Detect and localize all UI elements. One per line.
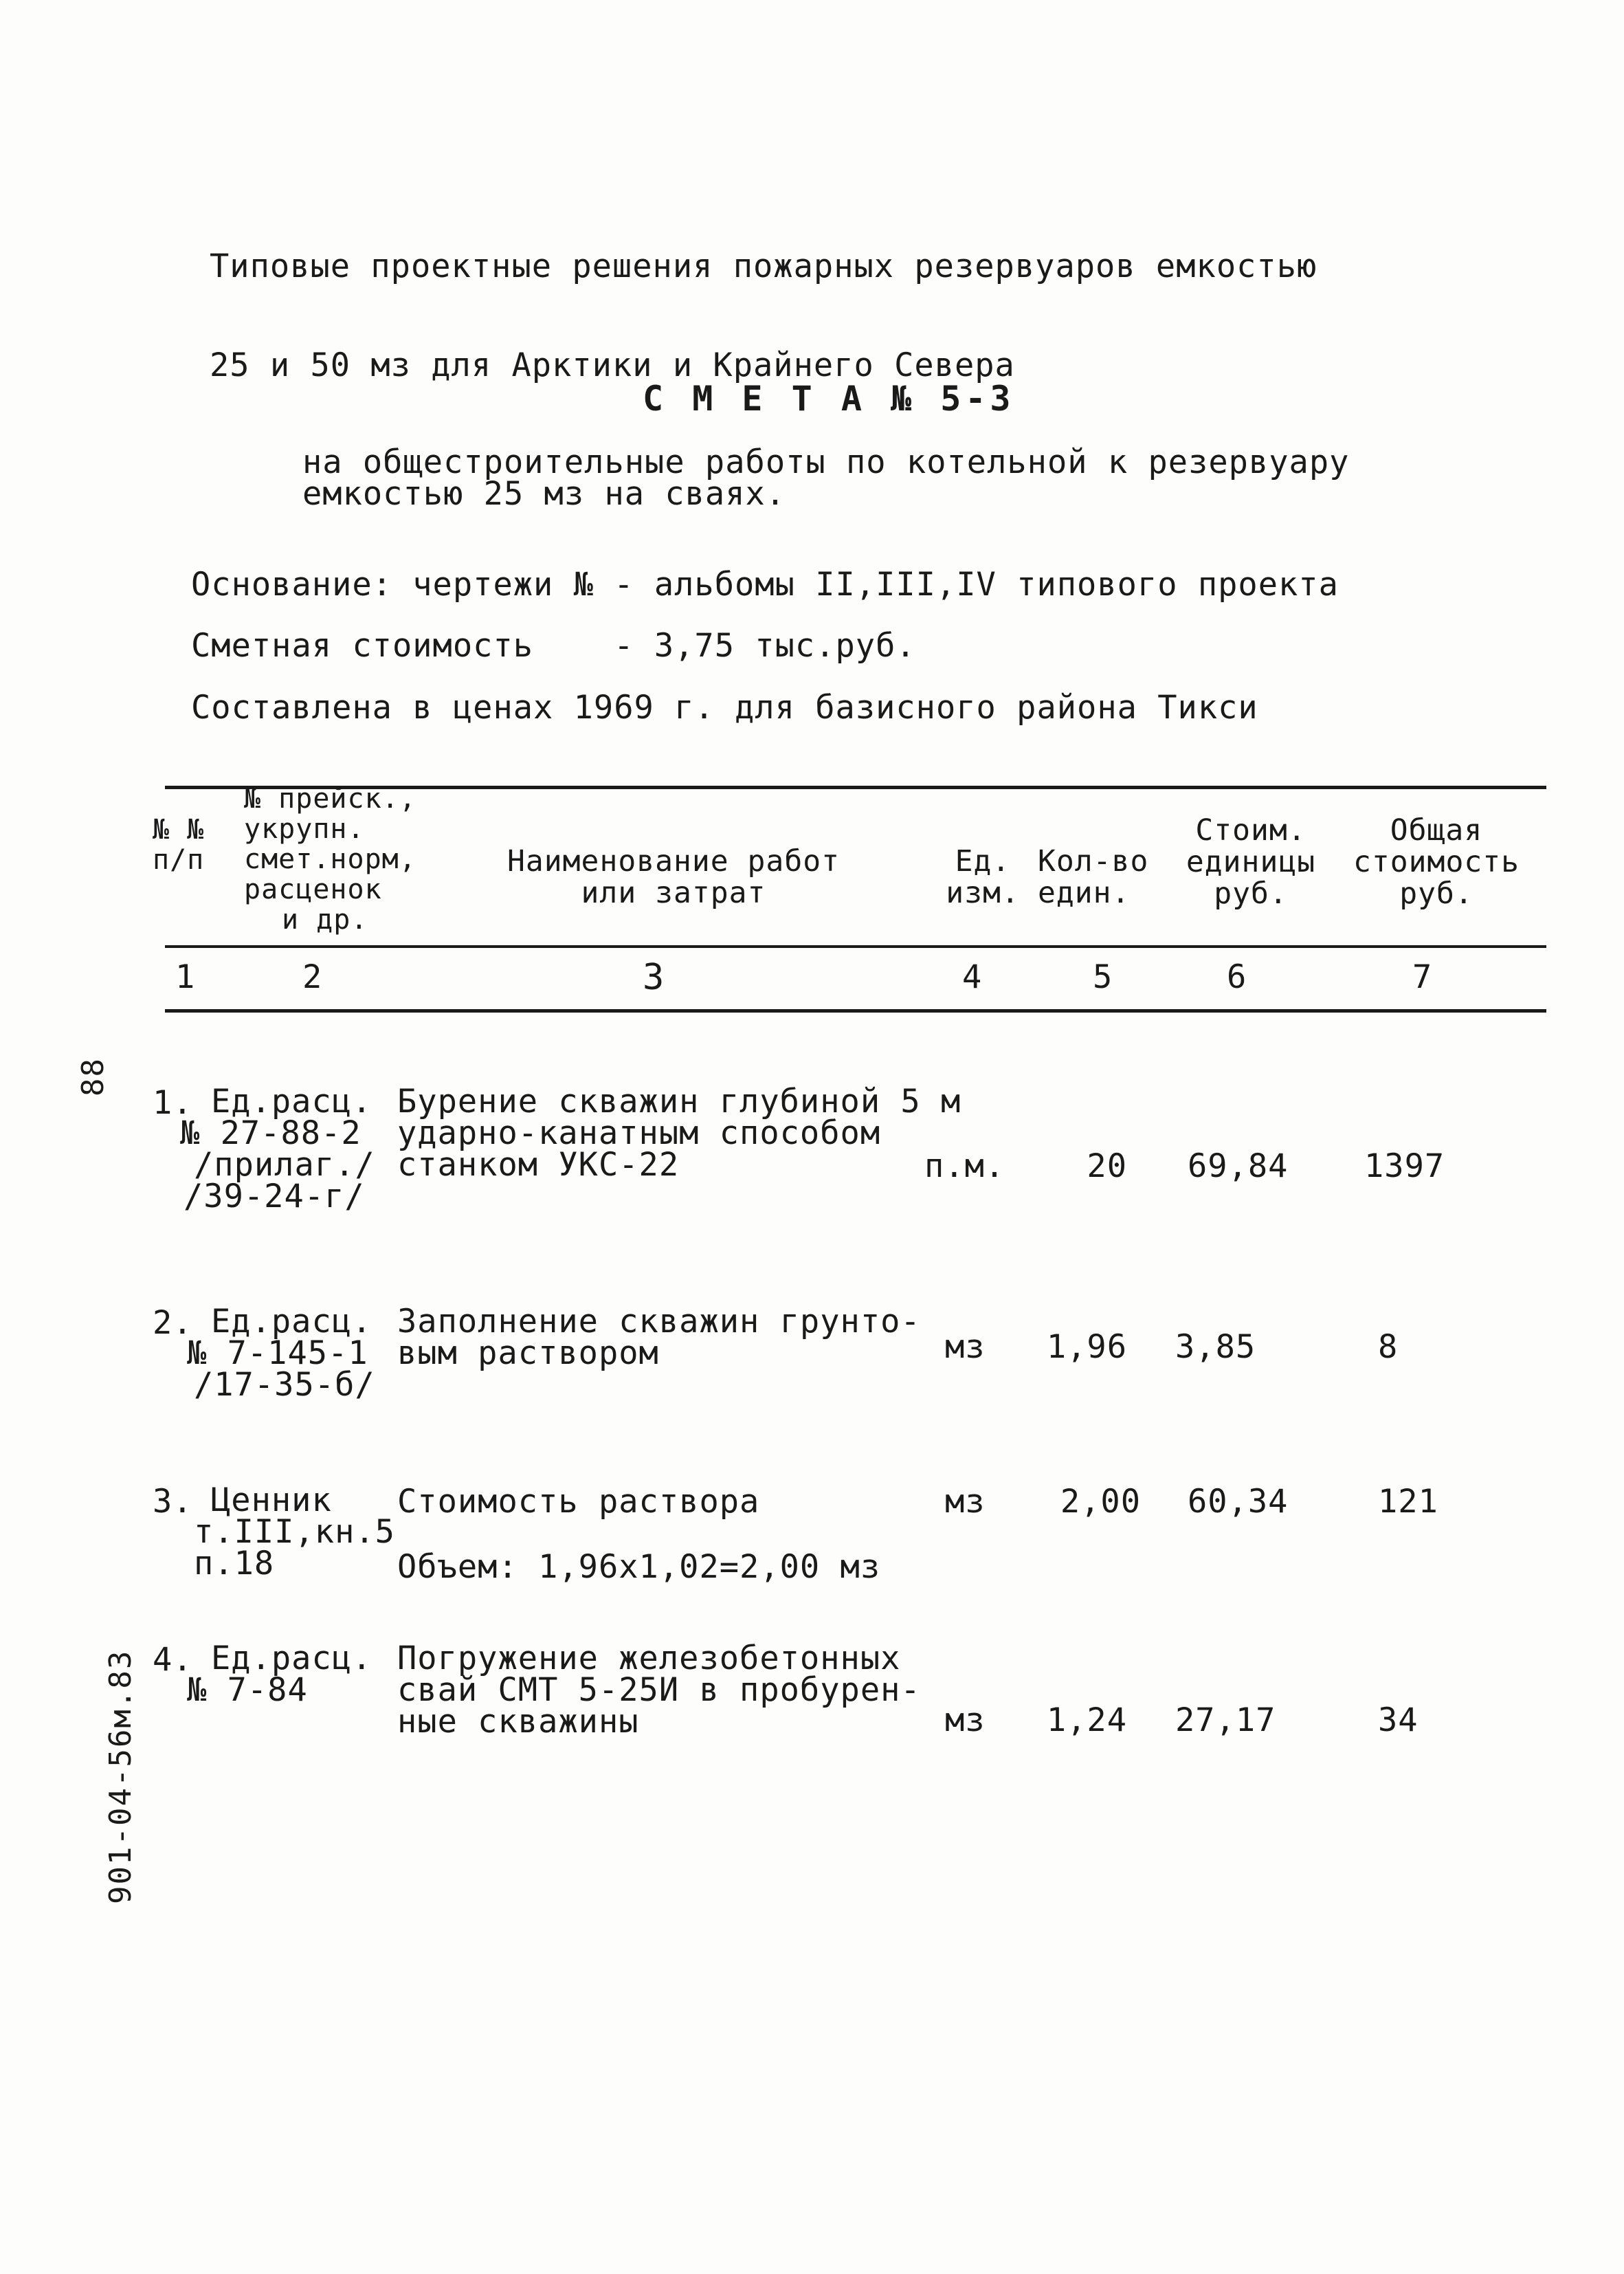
header-text: Наименование работ	[507, 844, 840, 879]
margin-page-number: 88	[76, 1057, 111, 1096]
header-text: Стоим.	[1195, 813, 1306, 848]
row-unit: мз	[945, 1701, 986, 1739]
row-ref	[180, 1303, 375, 1404]
row-name-line: вым раствором	[397, 1334, 659, 1372]
row-total: 8	[1378, 1328, 1399, 1366]
row-ref-line: п.18	[194, 1545, 275, 1582]
header-text: Кол-во	[1038, 844, 1149, 879]
header-text: един.	[1038, 876, 1131, 910]
row-name	[397, 1083, 961, 1184]
row-name-line: Стоимость раствора	[397, 1483, 760, 1521]
header-text: п/п	[153, 844, 205, 876]
row-ref	[180, 1640, 372, 1709]
header-text: или затрат	[581, 876, 766, 910]
header-text: укрупн.	[244, 813, 365, 845]
row-unit: п.м.	[924, 1147, 1005, 1185]
compiled-line: Составлена в ценах 1969 г. для базисного района Тикси	[191, 689, 1258, 727]
header-text: смет.норм,	[244, 843, 416, 875]
row-name-line: ные скважины	[397, 1703, 639, 1741]
row-total: 34	[1378, 1701, 1419, 1739]
row-num: 1.	[153, 1084, 193, 1122]
header-note-line: 25 и 50 мз для Арктики и Крайнего Севера	[210, 346, 1015, 384]
header-note-line: Типовые проектные решения пожарных резервуаров емкостью	[210, 247, 1317, 285]
row-qty: 1,96	[1046, 1328, 1127, 1366]
row-qty: 20	[1087, 1147, 1127, 1185]
table-colnum-rule	[165, 1009, 1546, 1013]
row-ref-line: № 7-145-1	[187, 1334, 368, 1372]
row-num: 4.	[153, 1641, 193, 1679]
row-ref-line: № 27-88-2	[180, 1114, 361, 1152]
row-name	[397, 1303, 921, 1372]
estimated-cost-line: Сметная стоимость - 3,75 тыс.руб.	[191, 627, 916, 665]
col-number: 4	[962, 958, 983, 996]
row-num: 2.	[153, 1304, 193, 1342]
col-number: 1	[175, 958, 196, 996]
header-text: Ед.	[955, 844, 1011, 879]
margin-document-code: 901-04-56м.83	[103, 1649, 138, 1904]
header-text: руб.	[1399, 876, 1473, 911]
header-text: руб.	[1214, 876, 1288, 911]
row-ref-line: № 7-84	[187, 1671, 308, 1709]
row-name-line: станком УКС-22	[397, 1146, 680, 1184]
row-unit-cost: 60,34	[1188, 1483, 1289, 1521]
basis-line: Основание: чертежи № - альбомы II,III,IV типового проекта	[191, 566, 1339, 604]
header-text: Общая	[1390, 813, 1483, 848]
row-qty: 2,00	[1060, 1483, 1141, 1521]
col-number: 3	[643, 957, 665, 998]
row-ref	[180, 1481, 395, 1582]
row-ref-line: /17-35-б/	[194, 1366, 375, 1404]
document-subtitle	[302, 443, 1350, 513]
row-name-line: Погружение железобетонных	[397, 1640, 901, 1677]
header-text: и др.	[282, 904, 368, 936]
header-text: изм.	[946, 876, 1020, 910]
header-unit-cost	[1158, 815, 1344, 909]
col-number: 7	[1412, 958, 1433, 996]
header-num	[153, 815, 204, 875]
row-ref-line: /прилаг./	[194, 1146, 375, 1184]
row-name-line: Бурение скважин глубиной 5 м	[397, 1083, 961, 1121]
col-number: 5	[1093, 958, 1113, 996]
header-total	[1344, 815, 1529, 909]
header-text: № №	[153, 814, 205, 846]
subtitle-line: емкостью 25 мз на сваях.	[302, 475, 786, 513]
header-text: стоимость	[1353, 845, 1520, 879]
row-ref-line: т.III,кн.5	[194, 1513, 395, 1551]
row-num: 3.	[153, 1483, 193, 1521]
row-name	[397, 1640, 921, 1741]
header-text: единицы	[1186, 845, 1316, 879]
row-qty: 1,24	[1046, 1701, 1127, 1739]
row-unit: мз	[945, 1328, 986, 1366]
header-qty	[1038, 846, 1148, 909]
header-name	[481, 846, 866, 909]
header-ref	[244, 784, 416, 935]
row-ref	[180, 1083, 375, 1215]
row-name-line: Заполнение скважин грунто-	[397, 1303, 921, 1340]
header-unit	[935, 846, 1031, 909]
row-ref-line: Ценник	[211, 1481, 332, 1519]
row-ref-line: /39-24-г/	[183, 1178, 365, 1215]
col-number: 6	[1227, 958, 1247, 996]
row-unit: мз	[945, 1483, 986, 1521]
header-text: № прейск.,	[244, 783, 416, 815]
subtitle-line: на общестроительные работы по котельной к резервуару	[302, 443, 1350, 481]
row-ref-line: Ед.расц.	[211, 1640, 372, 1677]
document-title: С М Е Т А № 5-3	[643, 379, 1015, 419]
row-ref-line: Ед.расц.	[211, 1303, 372, 1340]
row-total: 121	[1378, 1483, 1438, 1521]
row-unit-cost: 27,17	[1175, 1701, 1276, 1739]
row-name-line: свай СМТ 5-25И в пробурен-	[397, 1671, 921, 1709]
row-name-extra: Объем: 1,96x1,02=2,00 мз	[397, 1548, 881, 1586]
row-total: 1397	[1364, 1147, 1445, 1185]
row-name	[397, 1485, 759, 1519]
row-ref-line: Ед.расц.	[211, 1083, 372, 1121]
col-number: 2	[302, 958, 323, 996]
row-unit-cost: 69,84	[1188, 1147, 1289, 1185]
row-unit-cost: 3,85	[1175, 1328, 1256, 1366]
table-header-rule	[165, 945, 1546, 948]
header-text: расценок	[244, 874, 382, 905]
row-name-line: ударно-канатным способом	[397, 1114, 881, 1152]
